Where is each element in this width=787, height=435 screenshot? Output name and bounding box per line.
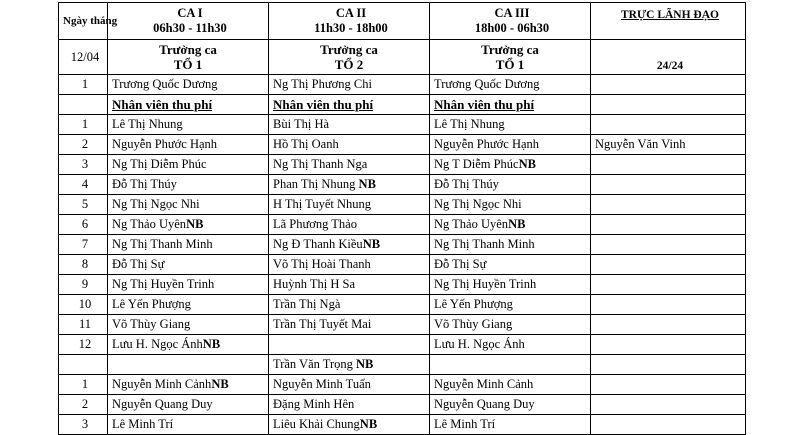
header-row bbox=[59, 3, 746, 40]
table-row bbox=[59, 375, 746, 395]
row-number-cell bbox=[59, 215, 108, 235]
leadership-cell bbox=[591, 255, 746, 275]
shift-2-cell-text: H Thị Tuyết Nhung bbox=[273, 197, 372, 211]
shift-2-cell-text: Bùi Thị Hà bbox=[273, 117, 330, 131]
leadership-cell bbox=[591, 315, 746, 335]
shift-2-cell-text: Huỳnh Thị H Sa bbox=[273, 277, 356, 291]
leadership-cell bbox=[591, 355, 746, 375]
shift-3-cell-text: Lê Thị Nhung bbox=[434, 117, 505, 131]
row-number-cell-text: 1 bbox=[81, 117, 89, 131]
date-cell: 12/04 bbox=[59, 40, 108, 75]
shift-1-cell bbox=[108, 275, 269, 295]
leadership-cell bbox=[591, 335, 746, 355]
row-number-cell-text: 3 bbox=[81, 157, 89, 171]
row-number-cell bbox=[59, 315, 108, 335]
shift-1-cell-text: Lưu H. Ngọc Ánh bbox=[112, 337, 203, 351]
row-number-cell-text: 3 bbox=[81, 417, 89, 431]
leadership-cell bbox=[591, 135, 746, 155]
row-number-cell bbox=[59, 95, 108, 115]
shift-2-team: TỔ 2 bbox=[334, 57, 364, 72]
shift-2-cell bbox=[269, 275, 430, 295]
shift-3-cell bbox=[430, 95, 591, 115]
row-number-cell-text: 6 bbox=[81, 217, 89, 231]
shift-3-cell-text: Võ Thùy Giang bbox=[434, 317, 513, 331]
shift-1-team: TỔ 1 bbox=[173, 57, 203, 72]
shift-3-leader-title: Trưởng ca bbox=[481, 42, 539, 57]
shift-2-cell bbox=[269, 135, 430, 155]
shift-2-cell-text: Nguyễn Minh Tuấn bbox=[273, 377, 371, 391]
shift-1-leader-team bbox=[108, 40, 269, 75]
shift-3-cell bbox=[430, 335, 591, 355]
shift-2-cell bbox=[269, 95, 430, 115]
row-number-cell-text: 8 bbox=[81, 257, 89, 271]
shift-1-cell-text: Nguyễn Minh Cảnh bbox=[112, 377, 212, 391]
shift-1-cell bbox=[108, 175, 269, 195]
shift-3-cell-text: Lê Yến Phượng bbox=[434, 297, 513, 311]
nb-mark: NB bbox=[518, 157, 536, 171]
row-number-cell-text: 2 bbox=[81, 137, 89, 151]
shift-2-leader-title: Trưởng ca bbox=[320, 42, 378, 57]
shift-1-cell bbox=[108, 355, 269, 375]
shift-1-cell-text: Ng Thị Huyền Trinh bbox=[112, 277, 215, 291]
shift-3-cell bbox=[430, 135, 591, 155]
leadership-cell bbox=[591, 235, 746, 255]
shift-3-cell-text: Ng Thị Thanh Minh bbox=[434, 237, 535, 251]
row-number-cell bbox=[59, 155, 108, 175]
shift-1-cell bbox=[108, 395, 269, 415]
shift-1-cell-text: Lê Yến Phượng bbox=[112, 297, 191, 311]
shift-3-cell-text: Ng Thị Huyền Trinh bbox=[434, 277, 537, 291]
shift-1-cell bbox=[108, 75, 269, 95]
shift-1-name: CA I bbox=[177, 6, 203, 20]
shift-1-cell-text: Nguyễn Quang Duy bbox=[112, 397, 213, 411]
date-column-header: Ngày tháng bbox=[59, 3, 108, 40]
row-number-cell-text: 9 bbox=[81, 277, 89, 291]
shift-3-cell bbox=[430, 155, 591, 175]
shift-1-cell-text: Võ Thùy Giang bbox=[112, 317, 191, 331]
shift-2-cell bbox=[269, 415, 430, 435]
shift-2-cell bbox=[269, 195, 430, 215]
shift-2-cell bbox=[269, 115, 430, 135]
shift-1-header bbox=[108, 3, 269, 40]
leadership-cell bbox=[591, 175, 746, 195]
row-number-cell bbox=[59, 335, 108, 355]
shift-3-cell bbox=[430, 275, 591, 295]
shift-3-cell bbox=[430, 175, 591, 195]
shift-2-cell-text: Trần Văn Trọng bbox=[273, 357, 357, 371]
shift-3-cell-text: Nguyễn Quang Duy bbox=[434, 397, 535, 411]
shift-2-header bbox=[269, 3, 430, 40]
nb-mark: NB bbox=[359, 417, 378, 431]
shift-3-cell-text: Lê Minh Trí bbox=[434, 417, 496, 431]
row-number-cell bbox=[59, 255, 108, 275]
shift-2-cell-text: Đặng Minh Hên bbox=[273, 397, 355, 411]
shift-2-cell-text: Liêu Khải Chung bbox=[273, 417, 360, 431]
shift-3-cell-text: Ng Thảo Uyên bbox=[434, 217, 509, 231]
shift-1-cell bbox=[108, 335, 269, 355]
shift-1-cell-text: Lê Thị Nhung bbox=[112, 117, 183, 131]
shift-2-cell bbox=[269, 295, 430, 315]
table-row bbox=[59, 235, 746, 255]
shift-2-cell-text: Trần Thị Ngà bbox=[273, 297, 341, 311]
shift-1-cell bbox=[108, 115, 269, 135]
row-number-cell bbox=[59, 355, 108, 375]
shift-3-cell bbox=[430, 195, 591, 215]
shift-1-cell-text: Nguyễn Phước Hạnh bbox=[112, 137, 218, 151]
shift-1-cell bbox=[108, 415, 269, 435]
row-number-cell-text: 5 bbox=[81, 197, 89, 211]
nb-mark: NB bbox=[186, 217, 204, 231]
leadership-cell bbox=[591, 75, 746, 95]
shift-3-cell-text: Trương Quốc Dương bbox=[434, 77, 540, 91]
shift-3-cell-text: Ng Thị Ngọc Nhi bbox=[434, 197, 522, 211]
row-number-cell bbox=[59, 135, 108, 155]
shift-2-cell-text: Nhân viên thu phí bbox=[273, 97, 374, 112]
shift-3-cell bbox=[430, 315, 591, 335]
table-row bbox=[59, 335, 746, 355]
leadership-cell bbox=[591, 395, 746, 415]
shift-3-cell bbox=[430, 215, 591, 235]
team-row bbox=[59, 40, 746, 75]
shift-1-cell bbox=[108, 215, 269, 235]
table-row bbox=[59, 115, 746, 135]
leadership-cell bbox=[591, 415, 746, 435]
shift-2-leader-team bbox=[269, 40, 430, 75]
table-row bbox=[59, 135, 746, 155]
shift-1-cell bbox=[108, 255, 269, 275]
shift-3-time: 18h00 - 06h30 bbox=[474, 21, 550, 35]
leadership-cell bbox=[591, 295, 746, 315]
shift-1-cell bbox=[108, 375, 269, 395]
row-number-cell bbox=[59, 295, 108, 315]
shift-2-name: CA II bbox=[335, 6, 367, 20]
table-row bbox=[59, 275, 746, 295]
shift-2-cell-text: Võ Thị Hoài Thanh bbox=[273, 257, 371, 271]
shift-2-time: 11h30 - 18h00 bbox=[314, 21, 388, 35]
shift-1-cell-text: Đỗ Thị Sự bbox=[112, 257, 165, 271]
leadership-cell bbox=[591, 375, 746, 395]
shift-3-cell bbox=[430, 115, 591, 135]
shift-2-cell bbox=[269, 395, 430, 415]
shift-3-cell bbox=[430, 295, 591, 315]
shift-2-cell bbox=[269, 335, 430, 355]
shift-3-cell bbox=[430, 395, 591, 415]
shift-2-cell bbox=[269, 215, 430, 235]
row-number-cell bbox=[59, 415, 108, 435]
leadership-title: TRỰC LÃNH ĐẠO bbox=[621, 9, 719, 21]
shift-3-cell bbox=[430, 355, 591, 375]
shift-3-name: CA III bbox=[494, 6, 530, 20]
leadership-cell bbox=[591, 115, 746, 135]
nb-mark: NB bbox=[362, 237, 381, 251]
shift-3-cell-text: Đỗ Thị Thúy bbox=[434, 177, 499, 191]
leadership-cell bbox=[591, 215, 746, 235]
nb-mark: NB bbox=[358, 177, 376, 191]
nb-mark: NB bbox=[202, 337, 221, 351]
row-number-cell bbox=[59, 235, 108, 255]
row-number-cell bbox=[59, 195, 108, 215]
shift-3-cell-text: Nguyễn Phước Hạnh bbox=[434, 137, 540, 151]
shift-2-cell-text: Ng Thị Phương Chi bbox=[273, 77, 372, 91]
table-row bbox=[59, 195, 746, 215]
shift-3-cell bbox=[430, 415, 591, 435]
leadership-hours: 24/24 bbox=[591, 40, 746, 75]
row-number-cell bbox=[59, 175, 108, 195]
row-number-cell-text: 2 bbox=[81, 397, 89, 411]
shift-2-cell-text: Ng Thị Thanh Nga bbox=[273, 157, 368, 171]
table-row bbox=[59, 315, 746, 335]
table-row bbox=[59, 75, 746, 95]
row-number-cell-text: 11 bbox=[78, 317, 92, 331]
shift-2-cell bbox=[269, 175, 430, 195]
shift-3-cell-text: Lưu H. Ngọc Ánh bbox=[434, 337, 525, 351]
shift-1-cell bbox=[108, 235, 269, 255]
shift-1-cell bbox=[108, 155, 269, 175]
row-number-cell-text: 10 bbox=[78, 297, 92, 311]
row-number-cell bbox=[59, 115, 108, 135]
shift-1-cell-text: Nhân viên thu phí bbox=[112, 97, 213, 112]
shift-3-cell bbox=[430, 235, 591, 255]
row-number-cell-text: 1 bbox=[81, 377, 89, 391]
shift-1-cell-text: Ng Thị Ngọc Nhi bbox=[112, 197, 200, 211]
shift-2-cell-text: Ng Đ Thanh Kiều bbox=[273, 237, 363, 251]
shift-3-cell bbox=[430, 75, 591, 95]
shift-3-cell-text: Đỗ Thị Sự bbox=[434, 257, 487, 271]
shift-1-cell bbox=[108, 195, 269, 215]
shift-2-cell-text: Trần Thị Tuyết Mai bbox=[273, 317, 372, 331]
shift-1-cell bbox=[108, 295, 269, 315]
table-row bbox=[59, 395, 746, 415]
shift-1-leader-title: Trưởng ca bbox=[159, 42, 217, 57]
staff-heading-row bbox=[59, 95, 746, 115]
shift-2-cell-text: Phan Thị Nhung bbox=[273, 177, 359, 191]
row-number-cell bbox=[59, 395, 108, 415]
row-number-cell bbox=[59, 75, 108, 95]
shift-1-cell-text: Lê Minh Trí bbox=[112, 417, 174, 431]
shift-3-cell bbox=[430, 255, 591, 275]
shift-1-cell bbox=[108, 135, 269, 155]
leadership-cell-text: Nguyễn Văn Vinh bbox=[595, 137, 686, 151]
table-row bbox=[59, 155, 746, 175]
table-row bbox=[59, 215, 746, 235]
shift-3-cell-text: Ng T Diễm Phúc bbox=[434, 157, 519, 171]
shift-2-cell bbox=[269, 235, 430, 255]
shift-2-cell bbox=[269, 75, 430, 95]
shift-1-cell-text: Trương Quốc Dương bbox=[112, 77, 218, 91]
shift-3-team: TỔ 1 bbox=[495, 57, 525, 72]
leadership-header bbox=[591, 3, 746, 40]
leadership-cell bbox=[591, 155, 746, 175]
table-row bbox=[59, 255, 746, 275]
leadership-cell bbox=[591, 275, 746, 295]
table-row bbox=[59, 415, 746, 435]
shift-2-cell bbox=[269, 315, 430, 335]
table-row bbox=[59, 175, 746, 195]
row-number-cell-text: 4 bbox=[81, 177, 89, 191]
nb-mark: NB bbox=[356, 357, 374, 371]
shift-2-cell bbox=[269, 155, 430, 175]
nb-mark: NB bbox=[211, 377, 229, 391]
shift-2-cell-text: Hồ Thị Oanh bbox=[273, 137, 339, 151]
leadership-cell bbox=[591, 195, 746, 215]
shift-1-cell bbox=[108, 315, 269, 335]
shift-2-cell bbox=[269, 255, 430, 275]
shift-1-cell-text: Ng Thị Diễm Phúc bbox=[112, 157, 207, 171]
row-number-cell bbox=[59, 375, 108, 395]
table-row bbox=[59, 355, 746, 375]
row-number-cell-text: 7 bbox=[81, 237, 89, 251]
shift-3-leader-team bbox=[430, 40, 591, 75]
shift-3-cell-text: Nguyễn Minh Cảnh bbox=[434, 377, 534, 391]
shift-2-cell-text: Lã Phương Thảo bbox=[273, 217, 357, 231]
shift-1-time: 06h30 - 11h30 bbox=[153, 21, 227, 35]
shift-3-cell-text: Nhân viên thu phí bbox=[434, 97, 535, 112]
nb-mark: NB bbox=[508, 217, 526, 231]
leadership-cell bbox=[591, 95, 746, 115]
table-row bbox=[59, 295, 746, 315]
shift-2-cell bbox=[269, 375, 430, 395]
shift-1-cell-text: Đỗ Thị Thúy bbox=[112, 177, 177, 191]
row-number-cell bbox=[59, 275, 108, 295]
shift-3-header bbox=[430, 3, 591, 40]
shift-1-cell bbox=[108, 95, 269, 115]
shift-roster-table bbox=[58, 2, 746, 435]
row-number-cell-text: 1 bbox=[81, 77, 89, 91]
shift-2-cell bbox=[269, 355, 430, 375]
shift-1-cell-text: Ng Thị Thanh Minh bbox=[112, 237, 213, 251]
shift-3-cell bbox=[430, 375, 591, 395]
shift-1-cell-text: Ng Thảo Uyên bbox=[112, 217, 187, 231]
row-number-cell-text: 12 bbox=[78, 337, 92, 351]
